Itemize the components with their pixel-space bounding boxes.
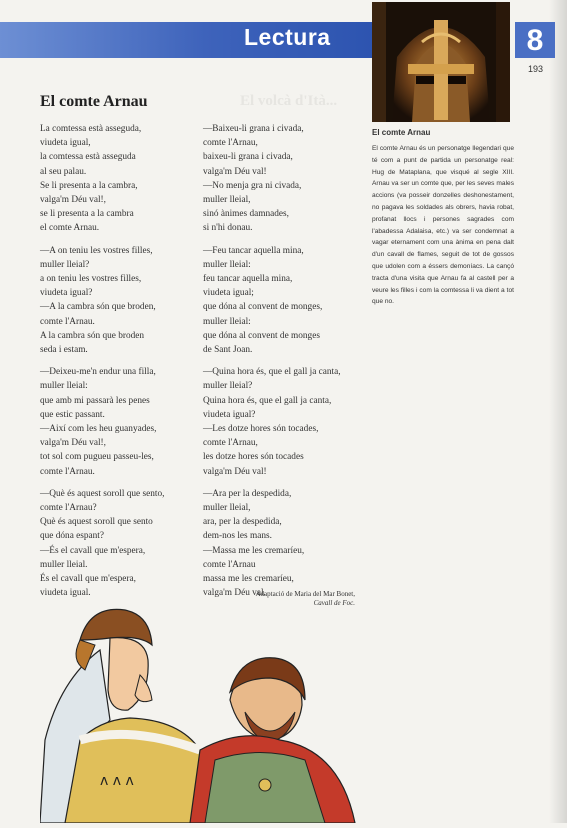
chapter-number-badge: 8: [515, 22, 555, 58]
poem-line: se li presenta a la cambra: [40, 209, 134, 220]
poem-line: Quina hora és, que el gall ja canta,: [203, 395, 332, 406]
poem-line: comte l'Arnau,: [203, 438, 258, 449]
poem-line: ara, per la despedida,: [203, 517, 282, 528]
poem-line: viudeta igual?: [40, 288, 93, 299]
poem-line: comte l'Arnau?: [40, 503, 97, 514]
poem-title: El comte Arnau: [40, 93, 148, 110]
poem-line: muller lleial:: [40, 381, 88, 392]
poem-line: —No menja gra ni civada,: [203, 180, 302, 191]
poem-line: —Baixeu-li grana i civada,: [203, 124, 304, 134]
poem-line: que dóna espant?: [40, 531, 105, 542]
poem-line: les dotze hores són tocades: [203, 452, 304, 463]
poem-line: —A on teniu les vostres filles,: [40, 245, 153, 256]
poem-stanza: [203, 244, 363, 358]
svg-text:ᴧ ᴧ ᴧ: ᴧ ᴧ ᴧ: [100, 773, 134, 789]
poem-line: muller lleial,: [203, 503, 251, 514]
poem-line: comte l'Arnau: [203, 559, 256, 570]
poem-line: —Quina hora és, que el gall ja canta,: [203, 367, 341, 378]
poem-line: muller lleial:: [203, 259, 251, 270]
page-number: 193: [528, 64, 544, 74]
poem-line: —Feu tancar aquella mina,: [203, 245, 304, 256]
poem-line: al seu palau.: [40, 166, 87, 177]
sidebar-text: El comte Arnau és un personatge llegendari que té com a punt de partida un personatge real: Hug de Mataplana, que visqué al segle XIII. Arnau va ser un comte que, per les seves males accions (va posseir donzelles deshonestament, no pagava les soldades als obrers, havia robat, profanat llocs i persones sagrades com l'abadessa Adalaisa, etc.) va ser condemnat a vagar eternament com una ànima en pena dalt d'un cavall de flames, seguit de tot de gossos que udolen com a éssers demoníacs. La cançó tracta d'una visita que Arnau fa al castell per a veure les filles i com la comtessa li va dient a tot que no.: [372, 145, 514, 306]
poem-column-right: [203, 122, 363, 609]
poem-line: La comtessa està asseguda,: [40, 124, 142, 134]
poem-line: muller lleial:: [203, 316, 251, 327]
poem-line: A la cambra són que broden: [40, 330, 145, 341]
poem-line: la comtessa està asseguda: [40, 152, 136, 163]
poem-line: muller lleial?: [203, 381, 253, 392]
section-title: Lectura: [244, 24, 331, 50]
poem-line: —Ara per la despedida,: [203, 488, 292, 499]
poem-line: valga'm Déu val!,: [40, 438, 106, 449]
illustration-countess-and-count: [40, 600, 370, 823]
poem-line: És el cavall que m'espera,: [40, 574, 136, 585]
poem-line: —Així com les heu guanyades,: [40, 424, 157, 435]
poem-line: —Deixeu-me'n endur una filla,: [40, 367, 156, 378]
poem-line: valga'm Déu val!: [203, 466, 267, 477]
poem-line: que dóna al convent de monges: [203, 330, 320, 341]
poem-line: tot sol com pugueu passeu-les,: [40, 452, 154, 463]
poem-line: comte l'Arnau.: [40, 316, 95, 327]
poem-stanza: [40, 244, 200, 358]
poem-stanza: [40, 365, 200, 479]
poem-line: baixeu-li grana i civada,: [203, 152, 293, 163]
poem-line: —És el cavall que m'espera,: [40, 545, 146, 556]
poem-line: valga'm Déu val!: [203, 166, 267, 177]
poem-line: sinó ànimes damnades,: [203, 209, 289, 220]
credit-source: Cavall de Foc.: [313, 599, 355, 607]
poem-line: —Què és aquest soroll que sento,: [40, 488, 165, 499]
poem-line: a on teniu les vostres filles,: [40, 274, 142, 285]
poem-line: viudeta igual;: [203, 288, 254, 299]
poem-line: que amb mi passarà les penes: [40, 395, 150, 406]
poem-line: Què és aquest soroll que sento: [40, 517, 153, 528]
poem-stanza: [40, 487, 200, 601]
poem-line: —Les dotze hores són tocades,: [203, 424, 319, 435]
poem-line: viudeta igual.: [40, 588, 91, 599]
poem-stanza: [203, 487, 363, 601]
poem-line: valga'm Déu val.: [203, 588, 266, 599]
poem-line: viudeta igual?: [203, 409, 256, 420]
poem-line: el comte Arnau.: [40, 223, 100, 234]
credit-adaptation: Adaptació de Maria del Mar Bonet,: [255, 590, 355, 598]
poem-line: —Massa me les cremaríeu,: [203, 545, 305, 556]
poem-line: —A la cambra són que broden,: [40, 302, 156, 313]
poem-line: que dóna al convent de monges,: [203, 302, 323, 313]
show-through-text: El volcà d'Ità...: [240, 93, 338, 109]
poem-line: si n'hi donau.: [203, 223, 253, 234]
poem-stanza: [40, 122, 200, 236]
info-sidebar: [372, 128, 514, 308]
sidebar-title: El comte Arnau: [372, 128, 431, 137]
poem-line: dem-nos les mans.: [203, 531, 272, 542]
page-edge-shadow: [549, 0, 567, 823]
poem-line: que estic passant.: [40, 409, 105, 420]
poem-line: muller lleial?: [40, 259, 90, 270]
poem-line: muller lleial,: [203, 195, 251, 206]
poem-stanza: [203, 122, 363, 236]
poem-line: de Sant Joan.: [203, 345, 253, 356]
poem-line: massa me les cremaríeu,: [203, 574, 294, 585]
poem-line: muller lleial.: [40, 559, 88, 570]
poem-line: comte l'Arnau.: [40, 466, 95, 477]
poem-line: valga'm Déu val!,: [40, 195, 106, 206]
helmet-photo: [372, 2, 510, 122]
poem-line: comte l'Arnau,: [203, 138, 258, 149]
poem-stanza: [203, 365, 363, 479]
poem-line: viudeta igual,: [40, 138, 91, 149]
poem-line: Se li presenta a la cambra,: [40, 180, 138, 191]
poem-line: feu tancar aquella mina,: [203, 274, 293, 285]
poem-line: seda i estam.: [40, 345, 88, 356]
poem-column-left: [40, 122, 200, 609]
